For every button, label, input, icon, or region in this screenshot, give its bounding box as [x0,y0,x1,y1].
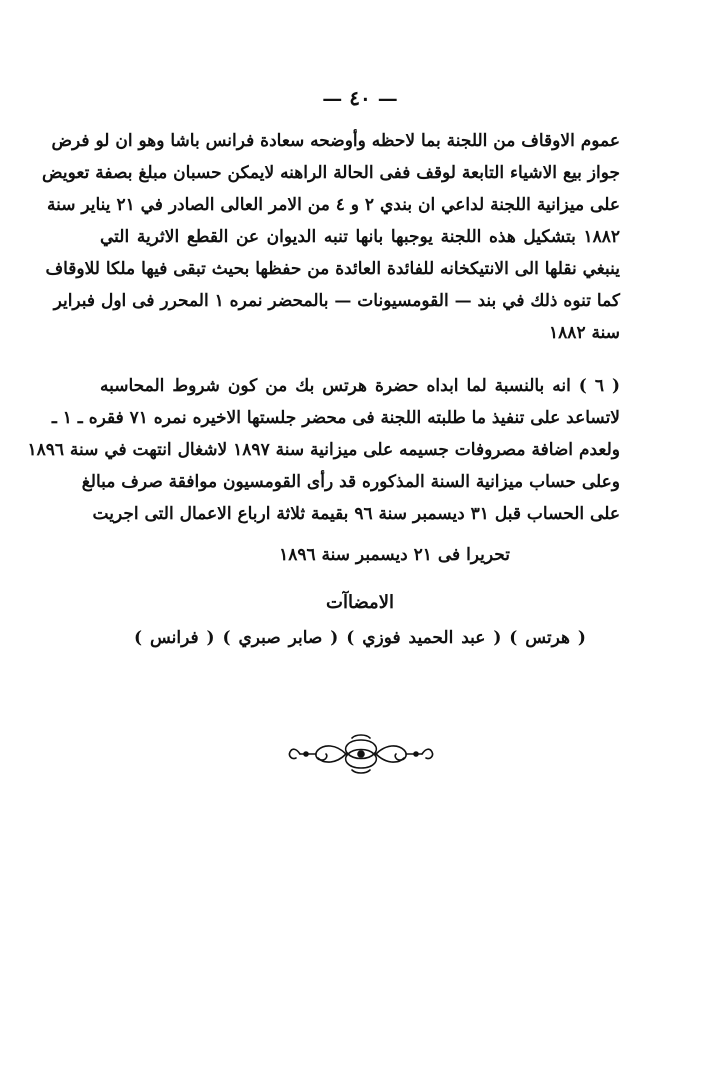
signatures-title: الامضاآت [326,592,394,613]
text-line: ولعدم اضافة مصروفات جسيمه على ميزانية سنة ١٨٩٧ لاشغال انتهت في سنة ١٨٩٦ [27,440,620,460]
text-line: ( ٦ ) انه بالنسبة لما ابداه حضرة هرتس بك من كون شروط المحاسبه [100,376,621,396]
text-line: وعلى حساب ميزانية السنة المذكوره قد رأى القومسيون موافقة صرف مبالغ [81,472,620,492]
text-line: عموم الاوقاف من اللجنة بما لاحظه وأوضحه سعادة فرانس باشا وهو ان لو فرض [51,131,620,151]
paragraph-item-6 [27,370,621,530]
ornament-divider-icon [286,732,436,776]
text-line: على الحساب قبل ٣١ ديسمبر سنة ٩٦ بقيمة ثلاثة ارباع الاعمال التى اجريت [92,504,620,524]
date-line: تحريرا فى ٢١ ديسمبر سنة ١٨٩٦ [279,545,510,565]
text-line: سنة ١٨٨٢ [549,323,620,343]
text-line: على ميزانية اللجنة لداعي ان بندي ٢ و ٤ من الامر العالى الصادر في ٢١ يناير سنة [46,195,620,215]
text-line: لاتساعد على تنفيذ ما طلبته اللجنة فى محضر جلستها الاخيره نمره ٧١ فقره ـ ١ ـ [51,408,620,428]
page-number: — ٤٠ — [322,86,398,110]
paragraph-continued [42,125,620,349]
text-line: ينبغي نقلها الى الانتيكخانه للفائدة العائدة من حفظها بحيث تبقى فيها ملكا للاوقاف [45,259,620,279]
text-line: جواز بيع الاشياء التابعة لوقف ففى الحالة الراهنه لايمكن حسبان مبلغ بصفة تعويض [42,163,620,183]
text-line: ١٨٨٢ بتشكيل هذه اللجنة يوجبها بانها تنبه الديوان عن القطع الاثرية التي [100,227,620,247]
signatures-names: ( هرتس ) ( عبد الحميد فوزي ) ( صابر صبري ) ( فرانس ) [134,628,586,648]
text-line: كما تنوه ذلك في بند — القومسيونات — بالمحضر نمره ١ المحرر فى اول فبراير [53,291,620,311]
